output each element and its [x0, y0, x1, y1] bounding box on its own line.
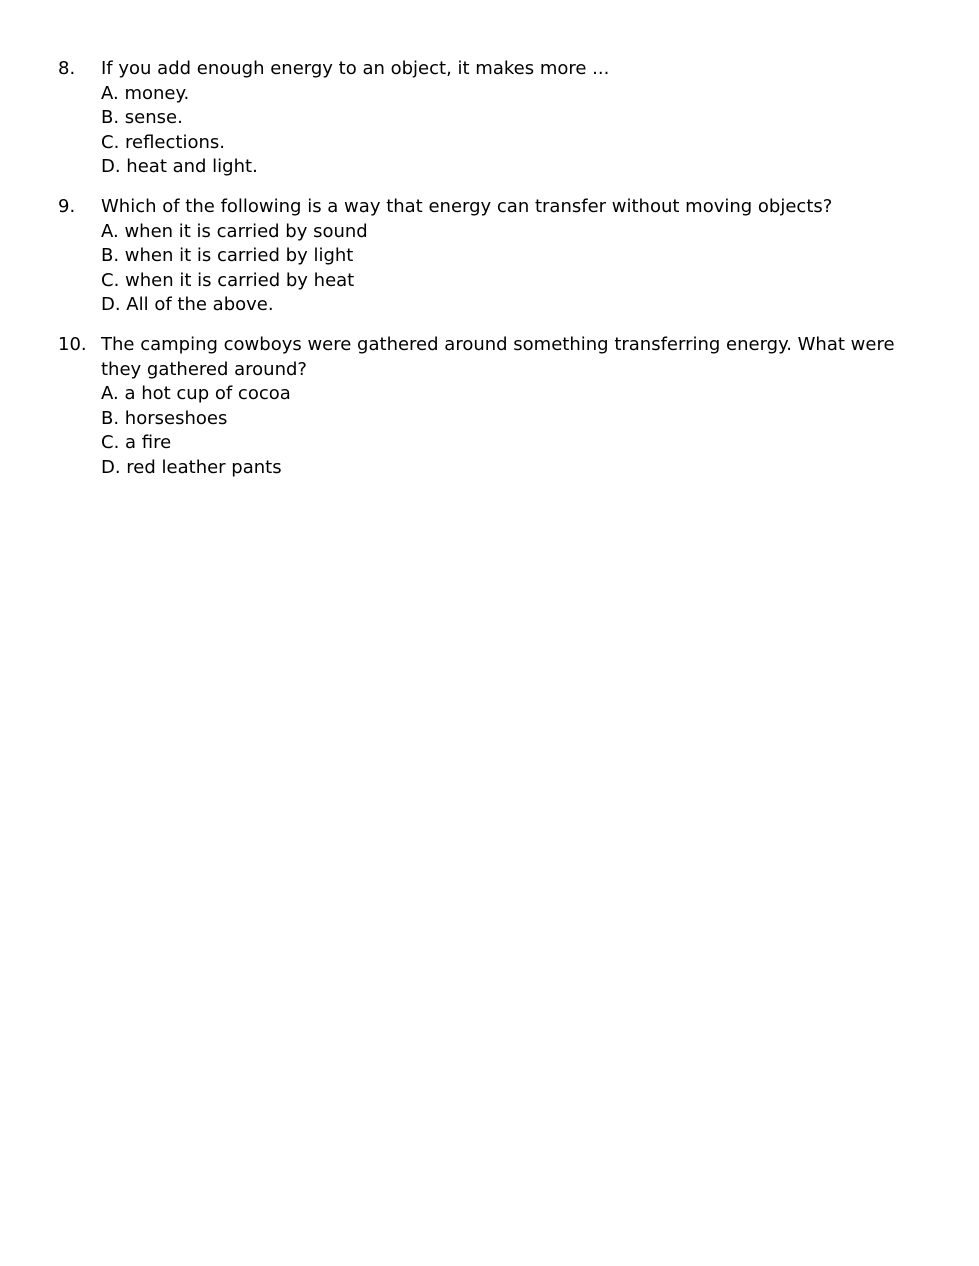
answer-option-a: A. money. [101, 82, 190, 104]
question-text: The camping cowboys were gathered around something transferring energy. What were they gathered around? [101, 334, 895, 380]
question-text: If you add enough energy to an object, it makes more ... [101, 58, 610, 79]
question-body [101, 57, 938, 180]
question-number: 8. [58, 58, 76, 79]
answer-option-a: A. a hot cup of cocoa [101, 383, 291, 405]
answer-option-d: D. red leather pants [101, 456, 282, 478]
question-body [101, 333, 938, 481]
answer-option-b: B. horseshoes [101, 407, 228, 429]
answer-option-b: B. sense. [101, 107, 183, 129]
answer-option-c: C. reflections. [101, 131, 225, 153]
answer-option-a: A. when it is carried by sound [101, 220, 368, 242]
question-text: Which of the following is a way that energy can transfer without moving objects? [101, 196, 833, 217]
answer-option-c: C. when it is carried by heat [101, 269, 355, 291]
question-body [101, 195, 938, 318]
question-9 [58, 195, 938, 318]
answer-option-d: D. heat and light. [101, 156, 258, 178]
answer-option-d: D. All of the above. [101, 294, 274, 316]
question-number: 10. [58, 334, 87, 355]
question-10 [58, 333, 938, 481]
answer-option-c: C. a fire [101, 432, 172, 454]
question-number: 9. [58, 196, 76, 217]
answer-option-b: B. when it is carried by light [101, 245, 354, 267]
question-8 [58, 57, 938, 180]
